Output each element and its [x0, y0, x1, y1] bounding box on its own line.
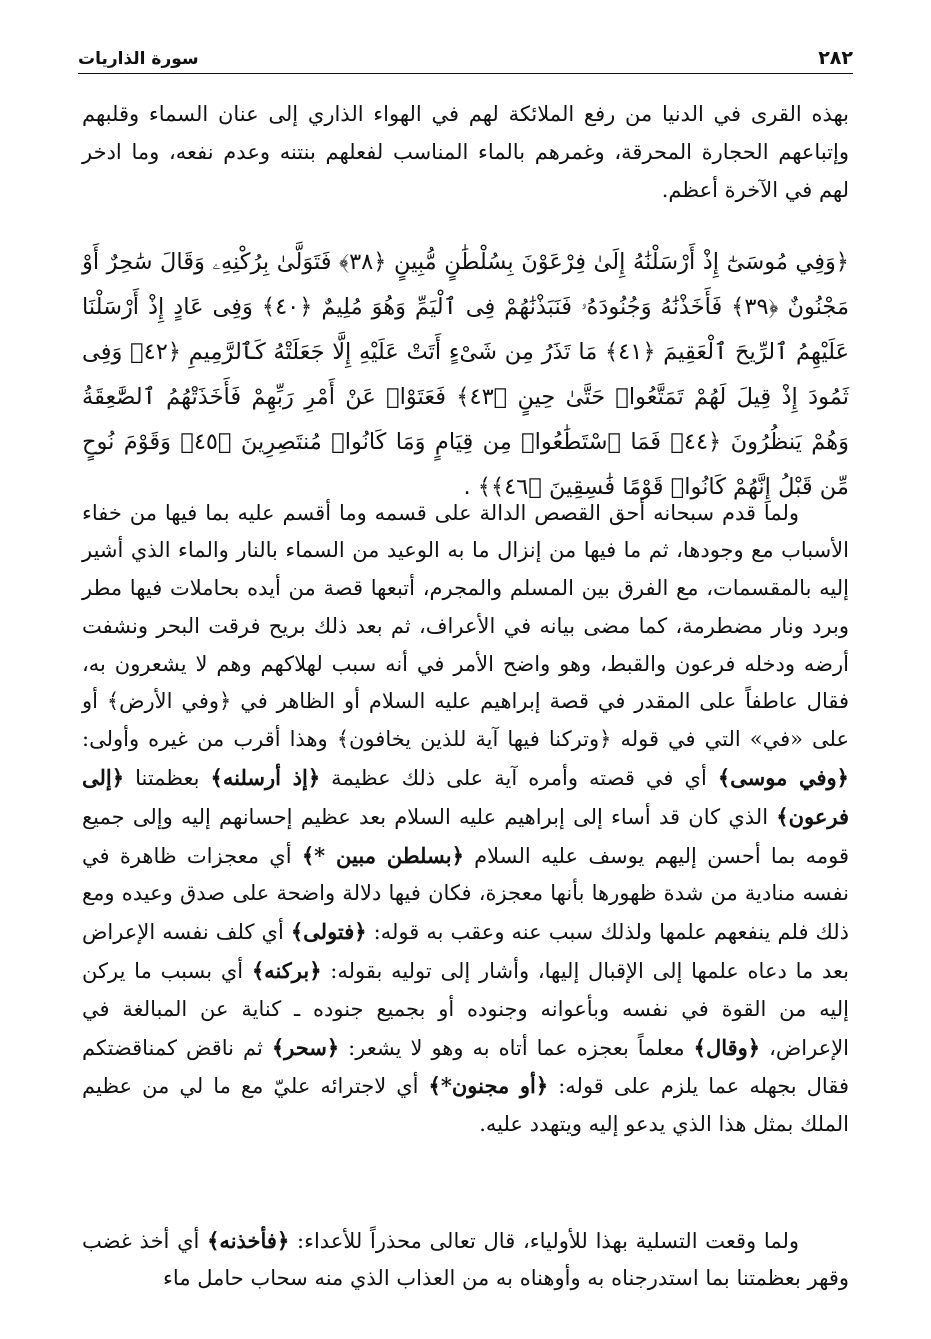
- page-body: [82, 96, 849, 1298]
- commentary-text: أي في قصته وأمره آية على ذلك عظيمة: [320, 766, 718, 791]
- quoted-verse-fragment: ﴿أو مجنون*﴾: [428, 1073, 549, 1099]
- commentary-text: أي أخذ غضب وقهر بعظمتنا بما استدرجناه به وأوهناه به من العذاب الذي منه سحاب حامل ماء: [82, 1228, 849, 1291]
- quoted-verse-fragment: ﴿إذ أرسلنه﴾: [210, 765, 321, 791]
- quoted-verse-fragment: ﴿وقال﴾: [693, 1034, 761, 1060]
- commentary-text: الذي كان قد أساء إلى إبراهيم عليه السلام بعد عظيم إحسانهم إليه وإلى جميع قومه بما أحسن إليهم يوسف عليه السلام: [82, 804, 849, 868]
- quoted-verse-fragment: ﴿إلى فرعون﴾: [82, 765, 849, 829]
- commentary-text: أي بسبب ما يركن إليه من القوة في نفسه وبأعوانه وجنوده أو بجميع جنوده ـ كناية عن المبالغة في الإعراض،: [82, 959, 850, 1060]
- commentary-text: بعظمتنا: [124, 766, 211, 791]
- commentary-text: أي كلف نفسه الإعراض بعد ما دعاه علمها إلى الإقبال إليها، وأشار إلى توليه بقوله:: [82, 920, 849, 984]
- intro-paragraph: بهذه القرى في الدنيا من رفع الملائكة لهم في الهواء الذاري إلى عنان السماء وقلبهم وإتباعهم الحجارة المحرقة، وغمرهم بالماء المناسب لفعلهم بنتنه وعدم نفعه، وما ادخر لهم في الآخرة أعظم.: [82, 102, 849, 202]
- commentary-text: ثم ناقض كمناقضتكم فقال بجهله عما يلزم على قوله:: [82, 1035, 849, 1099]
- page-number: ٢٨٢: [818, 47, 853, 69]
- commentary-text: أي معجزات ظاهرة في نفسه منادية من شدة ظهورها بأنها معجزة، فكان فيها دلالة واضحة على صدق وعيده ومع ذلك فلم ينفعهم علمها ولذلك سبب عنه وعقب به قوله:: [82, 843, 849, 945]
- quoted-verse-fragment: ﴿بسلطن مبين *﴾: [301, 842, 464, 868]
- commentary-text: ولما قدم سبحانه أحق القصص الدالة على قسمه وما أقسم عليه بما فيها من خفاء الأسباب مع وجودها، ثم ما فيها من إنزال ما به الوعيد من السماء بالنار والماء الذي أشير إليه بالمقسمات، مع الفرق بين المسلم والمجرم، أتبعها قصة من أيده بحاملات فيها مطر وبرد ونار مضطرمة، كما مضى بيانه في الأعراف، ثم بعد ذلك بريح فرقت البحر ونشفت أرضه ودخله فرعون والقبط، وهو واضح الأمر في أنه سبب لهلاكهم وهم لا يشعرون به، فقال عاطفاً على المقدر في قصة إبراهيم عليه السلام أو الظاهر في ﴿وفي الأرض﴾ أو على «في» التي في قوله ﴿وتركنا فيها آية للذين يخافون﴾ وهذا أقرب من غيره وأولى:: [82, 500, 849, 752]
- quoted-verse-fragment: ﴿سحر﴾: [271, 1034, 340, 1060]
- surah-title: سورة الذاريات: [78, 49, 199, 69]
- commentary-text: معلماً بعجزه عما أتاه به وهو لا يشعر:: [339, 1035, 694, 1060]
- quran-verses-block: ﴿وَفِي مُوسَىٰٓ إِذْ أَرْسَلْنَٰهُ إِلَىٰ فِرْعَوْنَ بِسُلْطَٰنٍ مُّبِينٍ ﴿٣٨﴾ فَتَوَلَّىٰ بِرُكْنِهِۦ وَقَالَ سَٰحِرٌ أَوْ مَجْنُونٌ ﴿٣٩﴾ فَأَخَذْنَٰهُ وَجُنُودَهُۥ فَنَبَذْنَٰهُمْ فِى ٱلْيَمِّ وَهُوَ مُلِيمٌ ﴿٤٠﴾ وَفِى عَادٍ إِذْ أَرْسَلْنَا عَلَيْهِمُ ٱلرِّيحَ ٱلْعَقِيمَ ﴿٤١﴾ مَا تَذَرُ مِن شَىْءٍ أَتَتْ عَلَيْهِ إِلَّا جَعَلَتْهُ كَٱلرَّمِيمِ ﴿٤٢﴾ وَفِى ثَمُودَ إِذْ قِيلَ لَهُمْ تَمَتَّعُوا۟ حَتَّىٰ حِينٍ ﴿٤٣﴾ فَعَتَوْا۟ عَنْ أَمْرِ رَبِّهِمْ فَأَخَذَتْهُمُ ٱلصَّٰعِقَةُ وَهُمْ يَنظُرُونَ ﴿٤٤﴾ فَمَا ٱسْتَطَٰعُوا۟ مِن قِيَامٍ وَمَا كَانُوا۟ مُنتَصِرِينَ ﴿٤٥﴾ وَقَوْمَ نُوحٍ مِّن قَبْلُ إِنَّهُمْ كَانُوا۟ قَوْمًا فَٰسِقِينَ ﴿٤٦﴾﴾ .: [82, 249, 850, 500]
- commentary-text: أي لاجترائه عليّ مع ما لي من عظيم الملك بمثل هذا الذي يدعو إليه ويتهدد عليه.: [82, 1074, 849, 1137]
- commentary-text: ولما وقعت التسلية بهذا للأولياء، قال تعالى محذراً للأعداء:: [289, 1228, 800, 1253]
- quoted-verse-fragment: ﴿وفي موسى﴾: [717, 765, 849, 791]
- page-header: [78, 38, 853, 74]
- quoted-verse-fragment: ﴿فأخذنه﴾: [207, 1227, 290, 1253]
- commentary-paragraph-2: [82, 1222, 849, 1299]
- commentary-paragraph-1: [82, 495, 849, 1210]
- quoted-verse-fragment: ﴿فتولى﴾: [290, 919, 367, 945]
- quoted-verse-fragment: ﴿بركنه﴾: [251, 958, 322, 984]
